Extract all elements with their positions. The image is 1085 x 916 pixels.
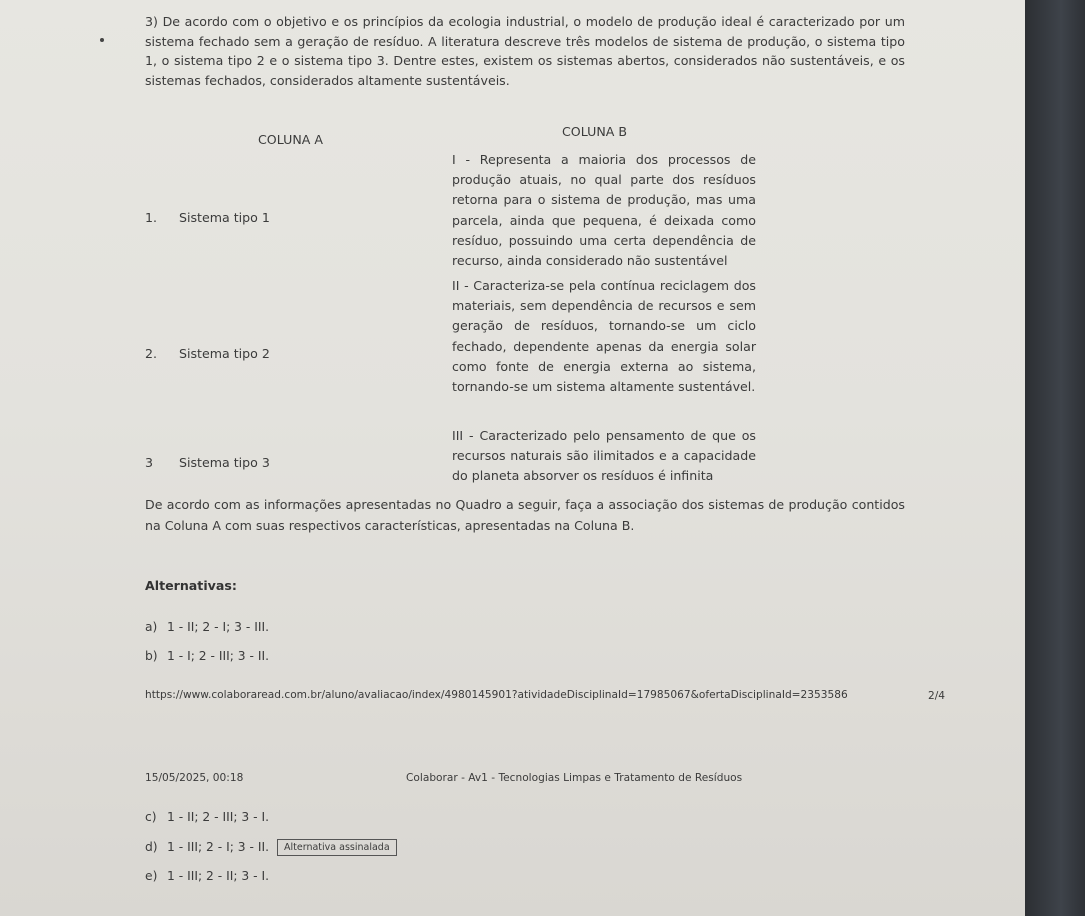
option-letter: a) — [145, 620, 158, 634]
page-url: https://www.colaboraread.com.br/aluno/avaliacao/index/4980145901?atividadeDisciplinaId=17985067&ofertaDisciplinaId=2353586 — [145, 689, 848, 701]
column-b-item-3: III - Caracterizado pelo pensamento de que os recursos naturais são ilimitados e a capacidade do planeta absorver os resíduos é infinita — [452, 428, 756, 484]
screen-edge — [1025, 0, 1085, 916]
item-label: Sistema tipo 2 — [179, 346, 270, 361]
alternatives-title: Alternativas: — [145, 578, 237, 593]
item-label: Sistema tipo 1 — [179, 210, 270, 225]
option-b[interactable] — [145, 649, 269, 663]
print-title: Colaborar - Av1 - Tecnologias Limpas e Tratamento de Resíduos — [406, 772, 743, 784]
instruction-text: De acordo com as informações apresentadas no Quadro a seguir, faça a associação dos sistemas de produção contidos na Coluna A com suas respectivos características, apresentadas na Coluna B. — [145, 497, 905, 533]
option-text: 1 - II; 2 - III; 3 - I. — [167, 810, 270, 824]
option-letter: c) — [145, 810, 157, 824]
option-text: 1 - III; 2 - I; 3 - II. — [167, 840, 270, 854]
item-number: 3 — [145, 455, 154, 470]
item-label: Sistema tipo 3 — [179, 455, 270, 470]
option-text: 1 - III; 2 - II; 3 - I. — [167, 869, 270, 883]
bullet-dot — [100, 38, 104, 42]
column-a-header: COLUNA A — [258, 132, 323, 147]
option-a[interactable] — [145, 620, 269, 634]
option-letter: d) — [145, 840, 158, 854]
option-c[interactable] — [145, 810, 269, 824]
question-text: 3) De acordo com o objetivo e os princípios da ecologia industrial, o modelo de produção ideal é caracterizado por um sistema fechado sem a geração de resíduo. A literatura descreve três modelos de sistema de produção, o sistema tipo 1, o sistema tipo 2 e o sistema tipo 3. Dentre estes, existem os sistemas abertos, considerados não sustentáveis, e os sistemas fechados, considerados altamente sustentáveis. — [145, 14, 905, 88]
column-a-item-3 — [145, 455, 270, 470]
column-a-item-1 — [145, 210, 270, 225]
option-e[interactable] — [145, 869, 269, 883]
option-letter: b) — [145, 649, 158, 663]
column-b-item-1: I - Representa a maioria dos processos de produção atuais, no qual parte dos resíduos retorna para o sistema de produção, mas uma parcela, ainda que pequena, é deixada como resíduo, possuindo uma certa dependência de recurso, ainda considerado não sustentável — [452, 152, 756, 269]
option-text: 1 - I; 2 - III; 3 - II. — [167, 649, 270, 663]
column-a-item-2 — [145, 346, 270, 361]
item-number: 2. — [145, 346, 158, 361]
column-b-header: COLUNA B — [562, 124, 627, 139]
column-b-item-2: II - Caracteriza-se pela contínua reciclagem dos materiais, sem dependência de recursos e sem geração de resíduos, tornando-se um ciclo fechado, dependente apenas da energia solar como fonte de energia externa ao sistema, tornando-se um sistema altamente sustentável. — [452, 278, 756, 395]
selected-answer-badge: Alternativa assinalada — [277, 839, 397, 856]
print-datetime: 15/05/2025, 00:18 — [145, 772, 244, 784]
option-text: 1 - II; 2 - I; 3 - III. — [167, 620, 270, 634]
option-d[interactable] — [145, 839, 397, 856]
page-number: 2/4 — [928, 690, 946, 702]
item-number: 1. — [145, 210, 158, 225]
option-letter: e) — [145, 869, 158, 883]
